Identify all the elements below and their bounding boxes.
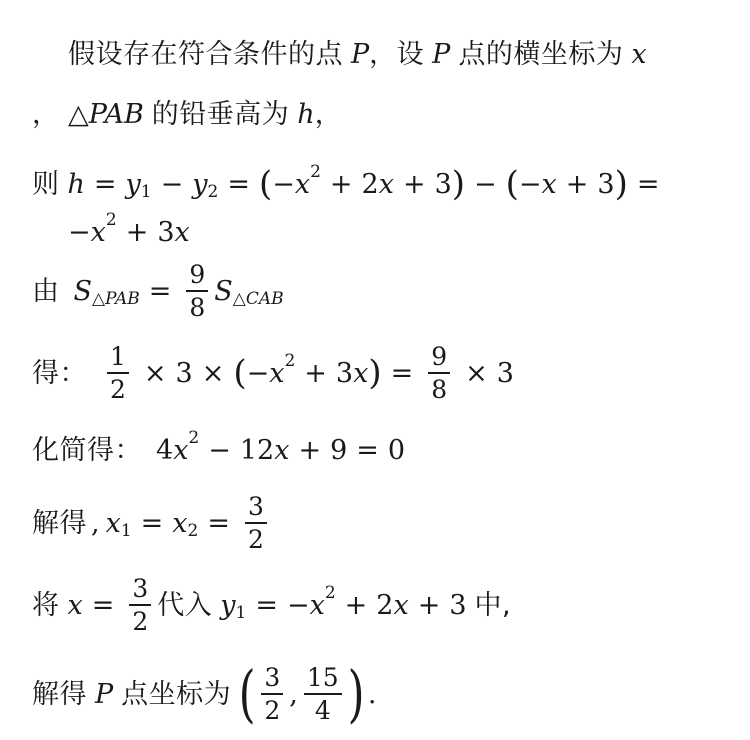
number: 0 <box>387 434 406 466</box>
times: × <box>201 357 225 389</box>
var-s: S <box>73 275 92 307</box>
line-h-result <box>32 209 738 250</box>
equals: = <box>356 434 379 466</box>
denominator: 4 <box>314 695 331 725</box>
text: 假设存在符合条件的点 <box>68 38 343 70</box>
denominator: 2 <box>132 606 149 636</box>
text: 解得 <box>32 678 87 710</box>
exponent: 2 <box>310 161 321 182</box>
line-h-equation <box>32 162 738 206</box>
line-area-relation <box>32 258 738 324</box>
subscript: 2 <box>187 520 199 541</box>
number: 3 <box>496 357 514 389</box>
number: 2 <box>376 589 394 621</box>
times: × <box>465 357 488 389</box>
numerator: 9 <box>431 342 448 372</box>
equals: = <box>207 507 230 539</box>
line-simplify <box>32 427 738 470</box>
fraction <box>304 665 342 723</box>
text: 则 <box>32 168 60 200</box>
equals: = <box>636 168 660 200</box>
var-x: x <box>631 38 647 70</box>
plus: + <box>125 216 149 248</box>
left-paren: ( <box>258 164 273 204</box>
text: 点坐标为 <box>121 678 232 710</box>
triangle-symbol: △ <box>68 98 89 130</box>
subscript: 2 <box>207 181 219 202</box>
text: 解得 <box>32 507 87 539</box>
var-x: x <box>174 216 190 248</box>
var-x: x <box>90 216 106 248</box>
text: 化简得： <box>32 434 142 466</box>
minus: − <box>246 357 270 389</box>
exponent: 2 <box>284 350 296 371</box>
var-y: y <box>125 168 141 200</box>
number: 3 <box>157 216 175 248</box>
left-paren: ( <box>505 164 519 204</box>
var-p: P <box>95 678 114 710</box>
right-paren: ) <box>614 164 628 204</box>
number: 4 <box>156 434 174 466</box>
subscript: 1 <box>235 602 247 623</box>
comma: , <box>289 678 298 710</box>
number: 9 <box>330 434 348 466</box>
minus: − <box>208 434 231 466</box>
number: 3 <box>597 168 615 200</box>
comma: , <box>91 507 100 539</box>
text: 的铅垂高为 <box>151 98 290 130</box>
exponent: 2 <box>105 209 117 230</box>
exponent: 2 <box>188 427 200 448</box>
equals: = <box>148 275 172 307</box>
text: 将 <box>32 589 60 621</box>
line-assumption <box>32 36 738 72</box>
denominator: 2 <box>110 374 126 404</box>
numerator: 1 <box>110 342 126 372</box>
var-x: x <box>274 434 290 466</box>
text: 代入 <box>157 589 213 621</box>
subscript-triangle: △ <box>232 288 246 309</box>
var-h: h <box>297 98 315 130</box>
var-y: y <box>192 168 208 200</box>
numerator: 3 <box>247 492 264 522</box>
subscript: CAB <box>245 288 284 309</box>
denominator: 2 <box>247 524 264 554</box>
subscript: 1 <box>120 520 132 541</box>
var-y: y <box>220 589 236 621</box>
right-paren: ) <box>347 657 365 730</box>
number: 12 <box>239 434 275 466</box>
plus: + <box>417 589 441 621</box>
plus: + <box>298 434 322 466</box>
plus: + <box>565 168 589 200</box>
plus: + <box>402 168 426 200</box>
fraction <box>261 665 283 723</box>
numerator: 3 <box>132 574 149 604</box>
denominator: 2 <box>264 695 281 725</box>
plus: + <box>344 589 368 621</box>
line-height-def <box>32 96 738 132</box>
line-area-equation <box>32 340 738 406</box>
plus: + <box>304 357 327 389</box>
var-x: x <box>309 589 325 621</box>
var-x: x <box>67 589 83 621</box>
text: 点的横坐标为 <box>458 38 624 70</box>
equals: = <box>140 507 164 539</box>
text: ，设 <box>369 38 425 70</box>
line-substitute <box>32 572 738 638</box>
line-answer <box>32 656 738 732</box>
comma: ， <box>32 98 60 130</box>
var-x: x <box>541 168 557 200</box>
minus: − <box>68 216 91 248</box>
equals: = <box>93 168 117 200</box>
plus: + <box>329 168 353 200</box>
var-x: x <box>294 168 311 200</box>
fraction <box>186 262 208 320</box>
right-paren: ) <box>451 164 466 204</box>
var-pab: PAB <box>88 98 144 130</box>
var-p: P <box>351 38 370 70</box>
numerator: 15 <box>306 663 339 693</box>
subscript-triangle: △ <box>92 288 106 309</box>
var-x: x <box>172 507 188 539</box>
equals: = <box>227 168 250 200</box>
numerator: 9 <box>189 260 206 290</box>
text: 得： <box>32 357 87 389</box>
fraction <box>245 494 267 552</box>
var-x: x <box>173 434 189 466</box>
var-p: P <box>432 38 451 70</box>
subscript: 1 <box>140 181 152 202</box>
minus: − <box>286 589 310 621</box>
minus: − <box>474 168 497 200</box>
number: 2 <box>361 168 379 200</box>
equals: = <box>255 589 278 621</box>
var-h: h <box>67 168 85 200</box>
numerator: 3 <box>264 663 281 693</box>
var-x: x <box>269 357 285 389</box>
equals: = <box>91 589 115 621</box>
denominator: 8 <box>189 292 206 322</box>
minus: − <box>160 168 184 200</box>
fraction <box>107 344 129 402</box>
var-x: x <box>393 589 409 621</box>
right-paren: ) <box>368 353 382 393</box>
period: . <box>367 678 377 710</box>
line-solve <box>32 490 738 556</box>
text: 由 <box>32 275 60 307</box>
number: 3 <box>449 589 467 621</box>
number: 3 <box>434 168 452 200</box>
var-x: x <box>105 507 121 539</box>
comma: ， <box>314 98 343 130</box>
minus: − <box>272 168 295 200</box>
var-x: x <box>378 168 394 200</box>
times: × <box>143 357 167 389</box>
text: 中, <box>474 589 512 621</box>
var-x: x <box>353 357 369 389</box>
left-paren: ( <box>238 657 256 730</box>
exponent: 2 <box>324 582 336 603</box>
fraction <box>428 344 450 402</box>
subscript: PAB <box>105 288 140 309</box>
number: 3 <box>175 357 193 389</box>
left-paren: ( <box>233 353 247 393</box>
equals: = <box>390 357 414 389</box>
var-s: S <box>214 275 233 307</box>
denominator: 8 <box>431 374 448 404</box>
minus: − <box>518 168 542 200</box>
fraction <box>129 576 151 634</box>
number: 3 <box>335 357 354 389</box>
